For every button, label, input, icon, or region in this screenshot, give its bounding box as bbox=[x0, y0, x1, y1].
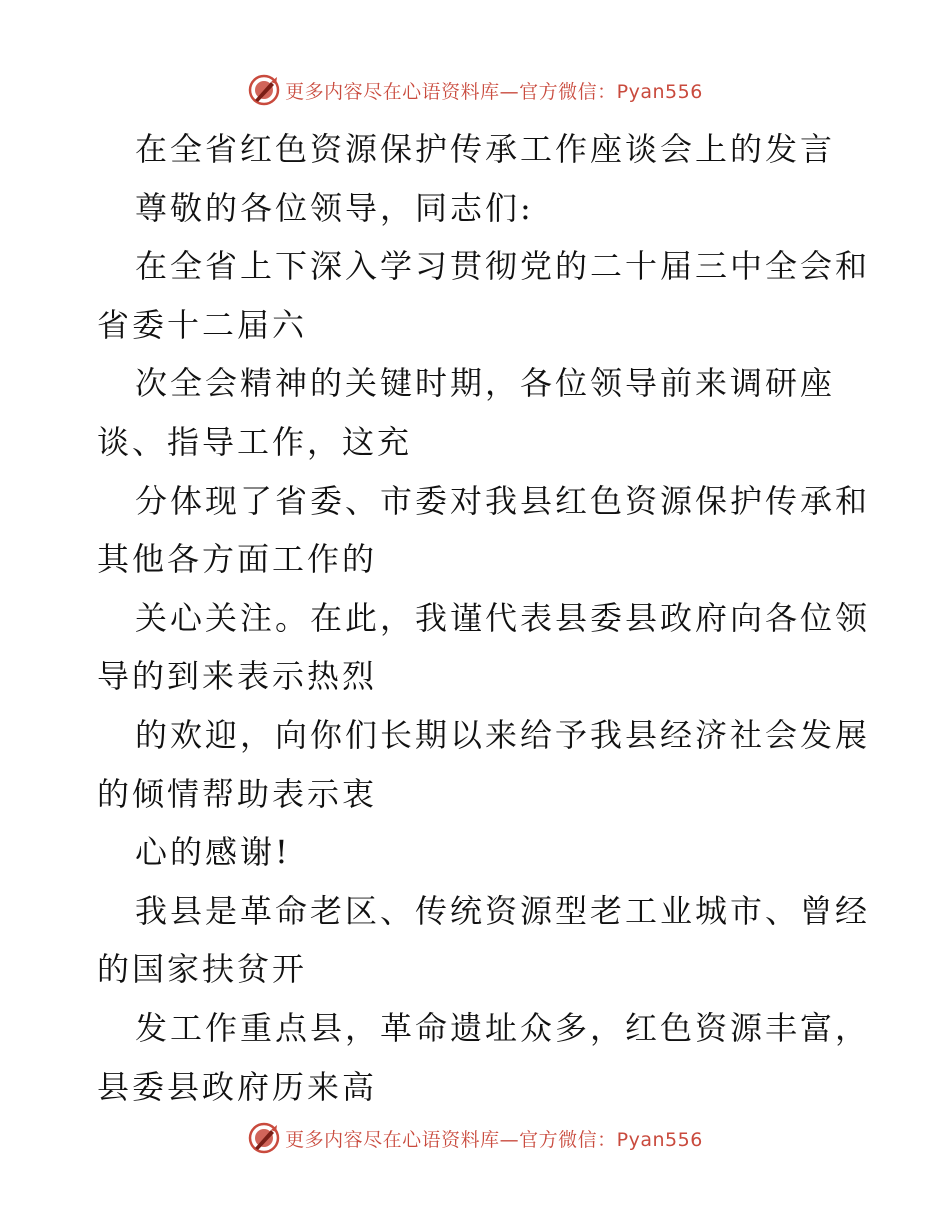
paragraph-line: 其他各方面工作的 bbox=[97, 540, 378, 579]
paragraph-line: 分体现了省委、市委对我县红色资源保护传承和 bbox=[135, 481, 871, 520]
salutation: 尊敬的各位领导，同志们: bbox=[135, 188, 534, 227]
paragraph-line: 在全省上下深入学习贯彻党的二十届三中全会和 bbox=[135, 247, 871, 286]
paragraph-line: 我县是革命老区、传统资源型老工业城市、曾经 bbox=[135, 891, 871, 930]
paragraph-line: 省委十二届六 bbox=[97, 305, 308, 344]
quill-seal-icon bbox=[247, 1121, 281, 1155]
paragraph-line: 县委县政府历来高 bbox=[97, 1067, 378, 1106]
paragraph-line: 次全会精神的关键时期，各位领导前来调研座 bbox=[135, 364, 836, 403]
document-title: 在全省红色资源保护传承工作座谈会上的发言 bbox=[135, 130, 836, 168]
paragraph-line: 的国家扶贫开 bbox=[97, 950, 308, 989]
header-banner-text: 更多内容尽在心语资料库—官方微信：Pyan556 bbox=[285, 80, 703, 103]
footer-banner-text: 更多内容尽在心语资料库—官方微信：Pyan556 bbox=[285, 1128, 703, 1151]
footer-banner bbox=[0, 1118, 950, 1158]
paragraph-line: 心的感谢! bbox=[135, 833, 291, 872]
document-body bbox=[97, 120, 871, 1116]
quill-seal-icon bbox=[247, 73, 281, 107]
paragraph-line: 谈、指导工作，这充 bbox=[97, 422, 413, 461]
header-banner bbox=[0, 70, 950, 110]
paragraph-line: 关心关注。在此，我谨代表县委县政府向各位领 bbox=[135, 598, 871, 637]
paragraph-line: 发工作重点县，革命遗址众多，红色资源丰富， bbox=[135, 1008, 871, 1047]
paragraph-line: 的倾情帮助表示衷 bbox=[97, 774, 378, 813]
paragraph-line: 的欢迎，向你们长期以来给予我县经济社会发展 bbox=[135, 715, 871, 754]
paragraph-line: 导的到来表示热烈 bbox=[97, 657, 378, 696]
